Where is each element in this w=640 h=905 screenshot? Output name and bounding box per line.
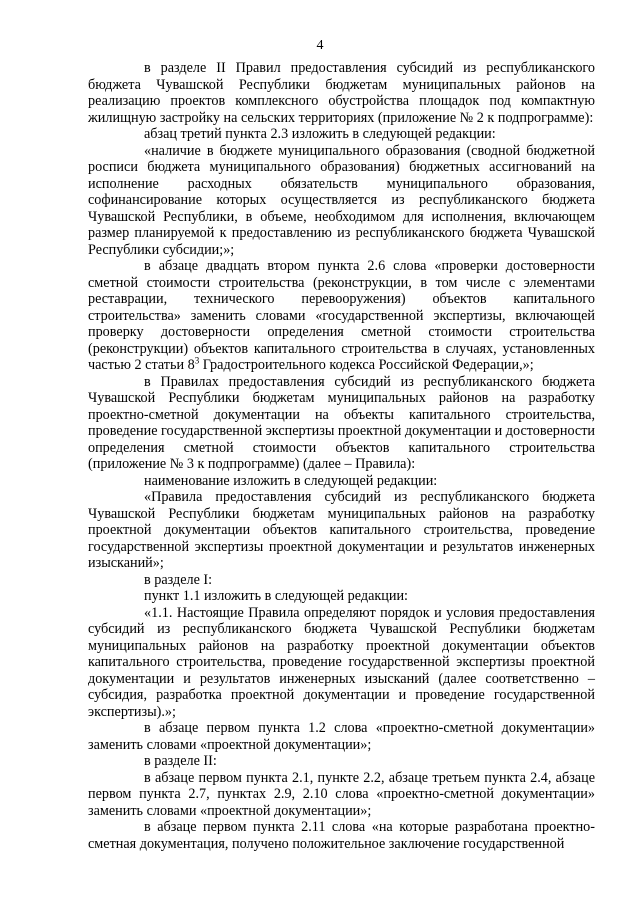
paragraph: в абзаце первом пункта 1.2 слова «проектно-сметной документации» заменить словами «проектной документации»; [88, 720, 595, 753]
paragraph-text: в абзаце двадцать втором пункта 2.6 слова «проверки достоверности сметной стоимости строительства (реконструкции, в том числе с элементами реставрации, технического перевооружения) объектов капитального строительства» заменить словами «государственной экспертизы, включающей проверку достоверности определения сметной стоимости строительства (реконструкции) объектов капитального строительства в случаях, установленных частью 2 статьи 8 [88, 258, 595, 373]
superscript: 3 [194, 355, 200, 366]
paragraph: в разделе I: [144, 571, 213, 588]
paragraph: абзац третий пункта 2.3 изложить в следующей редакции: [144, 126, 496, 142]
paragraph: в Правилах предоставления субсидий из республиканского бюджета Чувашской Республики бюджетам муниципальных районов на разработку проектно-сметной документации на объекты капитального строительства, проведение государственной экспертизы проектной документации и достоверности определения сметной стоимости объектов капитального строительства (приложение № 3 к подпрограмме) (далее – Правила): [88, 373, 596, 472]
paragraph: в разделе II Правил предоставления субсидий из республиканского бюджета Чувашской Республики бюджетам муниципальных районов на реализацию проектов комплексного обустройства площадок под компактную жилищную застройку на сельских территориях (приложение № 2 к подпрограмме): [88, 60, 595, 126]
paragraph: «1.1. Настоящие Правила определяют порядок и условия предоставления субсидий из республиканского бюджета Чувашской Республики бюджетам муниципальных районов на разработку проектной документации объектов капитального строительства, проведение государственной экспертизы проектной документации и результатов инженерных изысканий (далее соответственно – субсидия, разработка проектной документации и проведение государственной экспертизы).»; [88, 604, 595, 720]
paragraph: в абзаце первом пункта 2.11 слова «на которые разработана проектно-сметная документация, получено положительное заключение государственной [88, 819, 595, 852]
paragraph: в абзаце первом пункта 2.1, пункте 2.2, абзаце третьем пункта 2.4, абзаце первом пункта 2.7, пунктах 2.9, 2.10 слова «проектно-сметной документации» заменить словами «проектной документации»; [88, 769, 595, 819]
paragraph: «наличие в бюджете муниципального образования (сводной бюджетной росписи бюджета муниципального образования) бюджетных ассигнований на исполнение расходных обязательств муниципального образования, софинансирование которых осуществляется из республиканского бюджета Чувашской Республики, в объеме, необходимом для исполнения, включающем размер планируемой к предоставлению из республиканского бюджета Чувашской Республики субсидии;»; [88, 142, 595, 258]
paragraph: пункт 1.1 изложить в следующей редакции: [144, 588, 408, 604]
document-body [88, 60, 595, 852]
paragraph-tail: Градостроительного кодекса Российской Федерации,»; [202, 357, 534, 373]
paragraph [88, 258, 595, 374]
paragraph: наименование изложить в следующей редакции: [144, 472, 438, 489]
paragraph: «Правила предоставления субсидий из республиканского бюджета Чувашской Республики бюджетам муниципальных районов на разработку проектной документации объектов капитального строительства, проведение государственной экспертизы проектной документации и результатов инженерных изысканий»; [88, 489, 595, 571]
paragraph: в разделе II: [144, 753, 217, 769]
page-number: 4 [316, 38, 324, 53]
